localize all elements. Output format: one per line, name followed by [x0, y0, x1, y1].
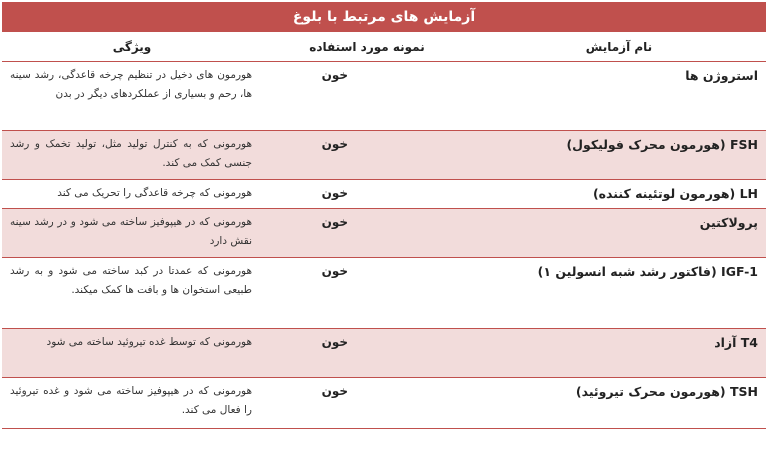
table-title: آزمایش های مرتبط با بلوغ: [2, 2, 766, 33]
test-name: پرولاکتین: [472, 209, 766, 258]
test-name: IGF-1 (فاکتور رشد شبه انسولین ۱): [472, 258, 766, 329]
test-feature: هورمون های دخیل در تنظیم چرخه قاعدگی، رشد سینه ها، رحم و بسیاری از عملکردهای دیگر در بدن: [2, 62, 262, 131]
test-name: استروژن ها: [472, 62, 766, 131]
table-row: [2, 62, 766, 131]
test-feature: هورمونی که توسط غده تیروئید ساخته می شود: [2, 329, 262, 378]
header-sample: نمونه مورد استفاده: [262, 33, 472, 62]
sample-type: خون: [262, 180, 472, 209]
header-row: [2, 33, 766, 62]
test-feature: هورمونی که در هیپوفیز ساخته می شود و غده تیروئید را فعال می کند.: [2, 378, 262, 429]
sample-type: خون: [262, 329, 472, 378]
test-name: T4 آزاد: [472, 329, 766, 378]
header-test-name: نام آزمایش: [472, 33, 766, 62]
sample-type: خون: [262, 131, 472, 180]
sample-type: خون: [262, 378, 472, 429]
test-feature: هورمونی که به کنترل تولید مثل، تولید تخمک و رشد جنسی کمک می کند.: [2, 131, 262, 180]
test-name: TSH (هورمون محرک تیروئید): [472, 378, 766, 429]
table-row: [2, 378, 766, 429]
sample-type: خون: [262, 62, 472, 131]
header-feature: ویژگی: [2, 33, 262, 62]
puberty-tests-table-container: [2, 2, 766, 448]
test-name: FSH (هورمون محرک فولیکول): [472, 131, 766, 180]
table-row: [2, 209, 766, 258]
puberty-tests-table: [2, 33, 766, 429]
test-feature: هورمونی که در هیپوفیز ساخته می شود و در رشد سینه نقش دارد: [2, 209, 262, 258]
sample-type: خون: [262, 209, 472, 258]
table-row: [2, 131, 766, 180]
table-row: [2, 258, 766, 329]
test-feature: هورمونی که چرخه قاعدگی را تحریک می کند: [2, 180, 262, 209]
sample-type: خون: [262, 258, 472, 329]
test-name: LH (هورمون لوتئینه کننده): [472, 180, 766, 209]
table-row: [2, 180, 766, 209]
table-row: [2, 329, 766, 378]
test-feature: هورمونی که عمدتا در کبد ساخته می شود و به رشد طبیعی استخوان ها و بافت ها کمک میکند.: [2, 258, 262, 329]
